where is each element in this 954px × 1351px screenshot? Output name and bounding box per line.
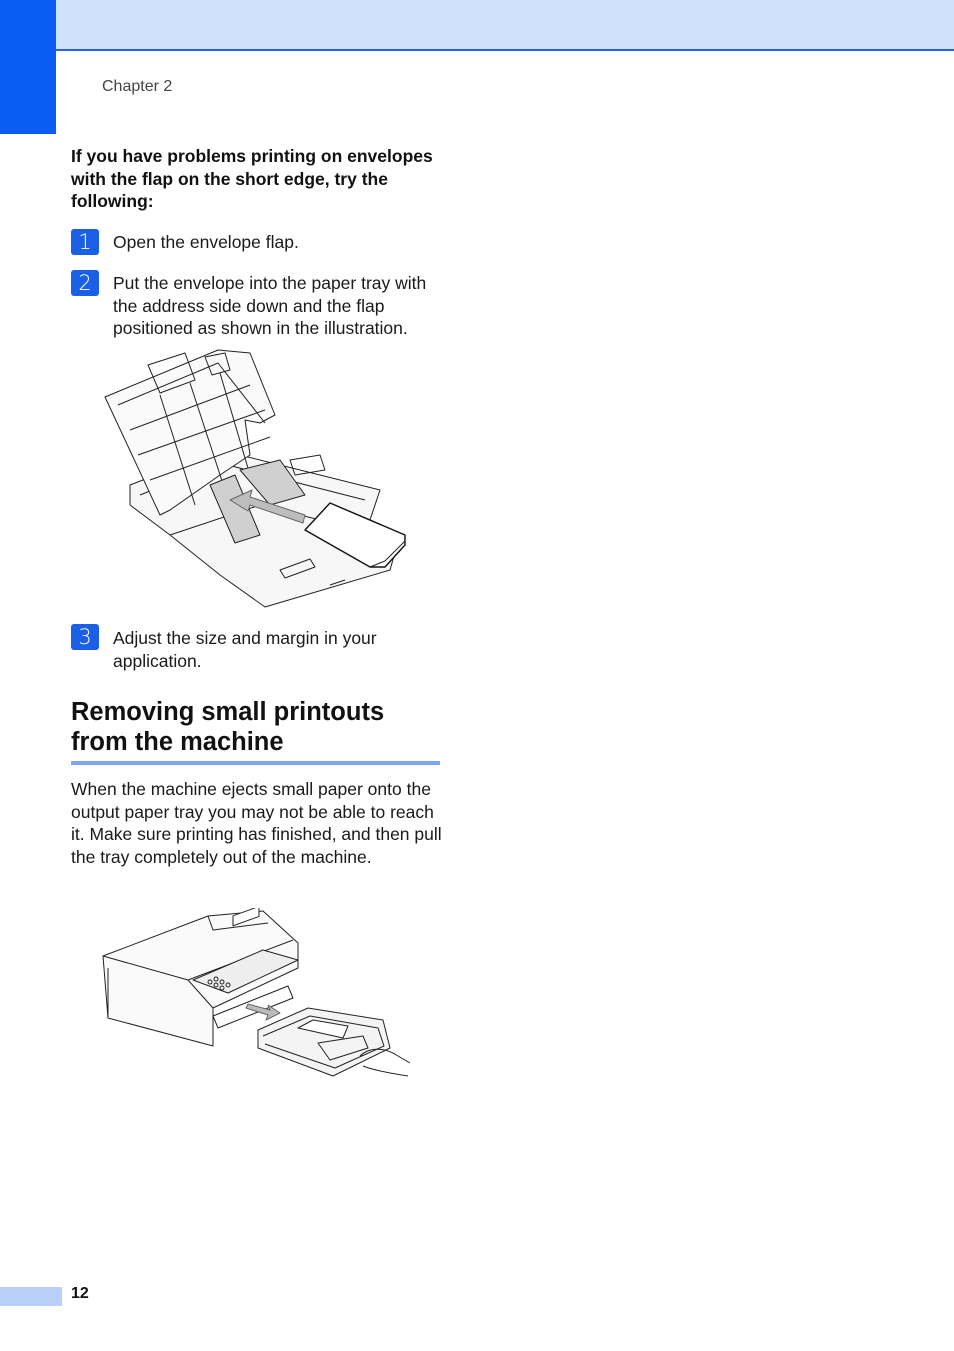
page-number: 12 xyxy=(71,1285,89,1302)
step-number-badge-icon: 3 xyxy=(71,624,99,650)
chapter-label: Chapter 2 xyxy=(102,78,173,95)
step-text: Put the envelope into the paper tray with the address side down and the flap positioned as shown in the illustration. xyxy=(113,273,427,338)
step-number-badge-icon: 2 xyxy=(71,270,99,296)
chapter-tab xyxy=(0,0,56,134)
note-heading: If you have problems printing on envelopes with the flap on the short edge, try the following: xyxy=(71,146,433,211)
section-body: When the machine ejects small paper onto the output paper tray you may not be able to reach it. Make sure printing has finished, and then pull the tray completely out of the machine. xyxy=(71,779,442,867)
section-divider xyxy=(71,761,440,765)
step-text: Adjust the size and margin in your application. xyxy=(113,628,377,671)
header-band xyxy=(0,0,954,51)
step-text: Open the envelope flap. xyxy=(113,232,299,252)
footer-band xyxy=(0,1287,62,1306)
envelope-tray-illustration xyxy=(100,345,410,610)
step-number-badge-icon: 1 xyxy=(71,229,99,255)
printer-tray-illustration xyxy=(98,908,413,1083)
section-title: Removing small printouts from the machine xyxy=(71,698,385,756)
